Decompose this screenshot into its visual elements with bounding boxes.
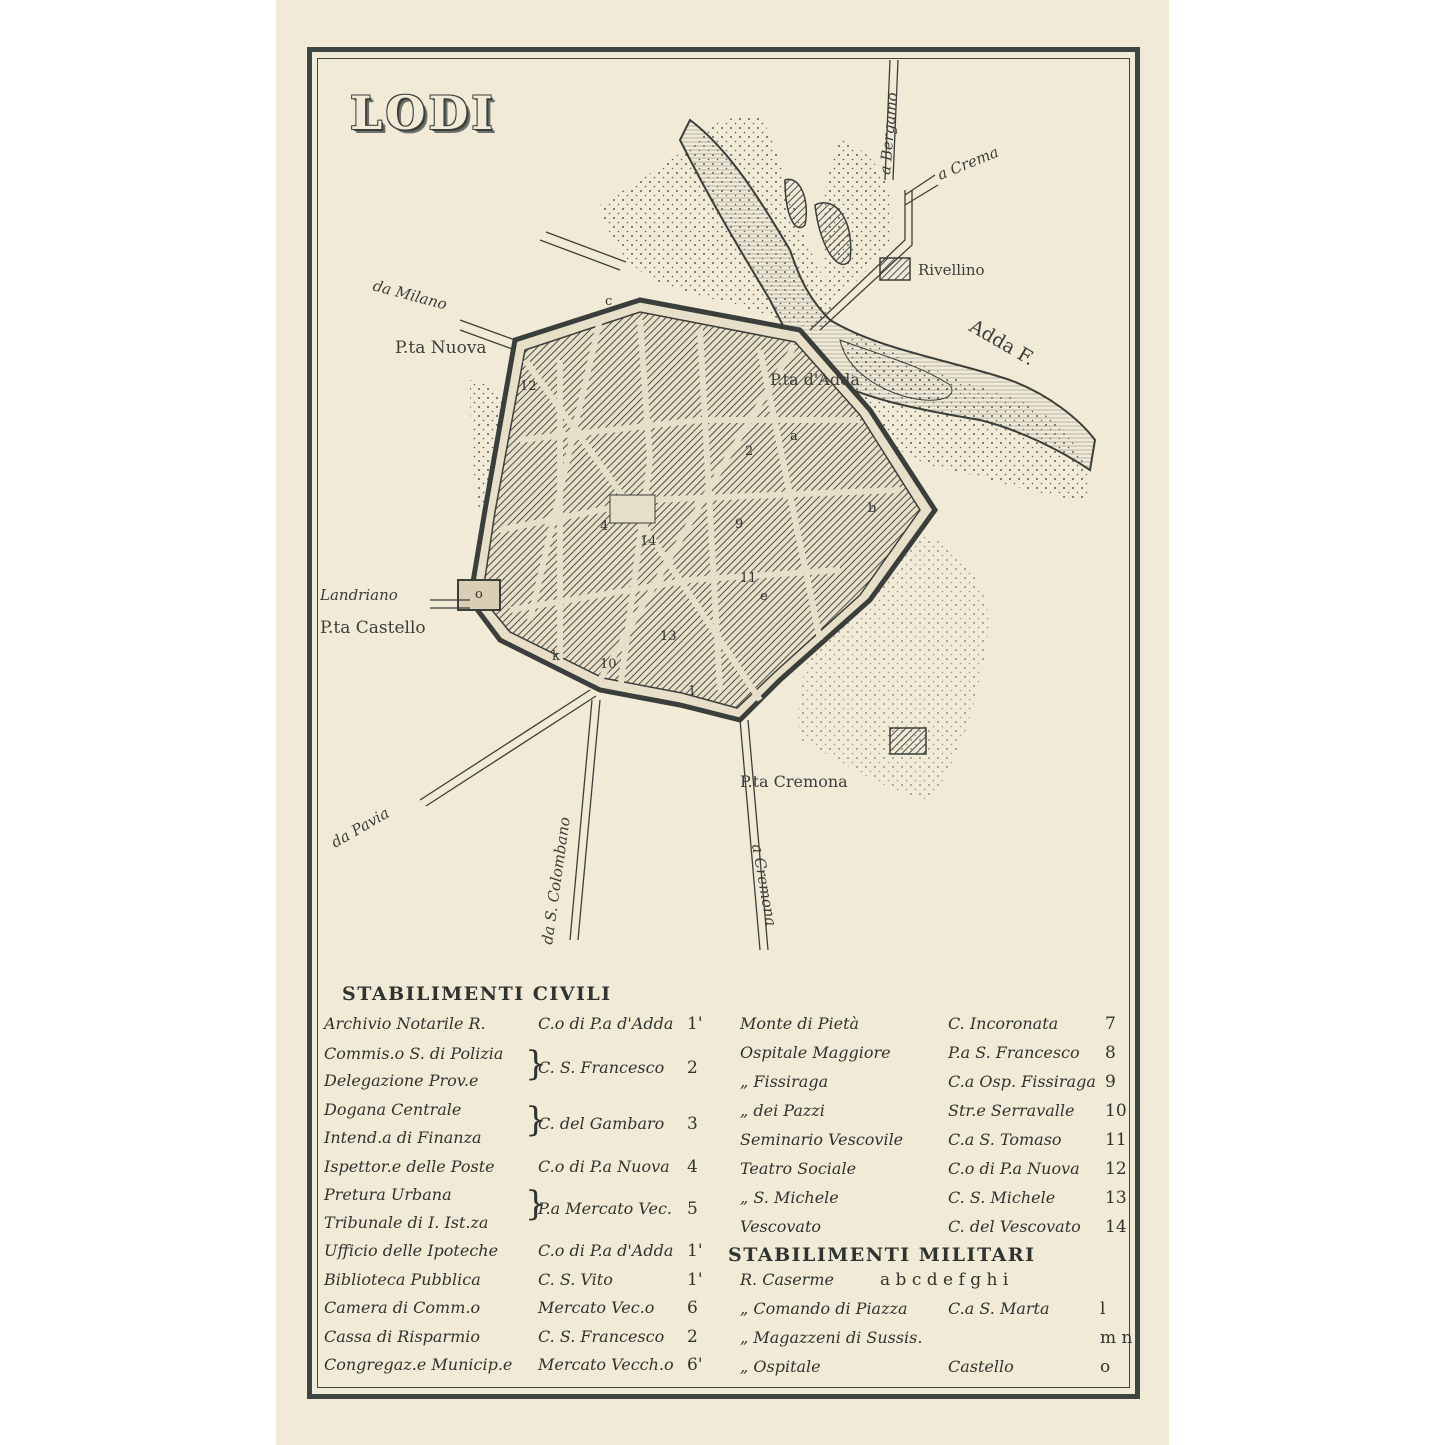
civili_right-number: 12: [1105, 1159, 1127, 1179]
civili-number: 6': [687, 1355, 703, 1375]
civili_right-number: 7: [1105, 1014, 1116, 1034]
civili-location: C.o di P.a d'Adda: [538, 1014, 674, 1033]
civili_right-number: 14: [1105, 1217, 1127, 1237]
militari-name: „ Magazzeni di Sussis.: [740, 1328, 923, 1347]
civili_right-number: 13: [1105, 1188, 1127, 1208]
civili-number: 2: [687, 1058, 698, 1078]
legend-civili-title: STABILIMENTI CIVILI: [342, 983, 612, 1005]
label-da-pavia: da Pavia: [328, 803, 393, 852]
brace-3: }: [525, 1100, 547, 1140]
label-pta-castello: P.ta Castello: [320, 618, 426, 638]
civili-location: Mercato Vecch.o: [538, 1355, 674, 1374]
civili-number: 1': [687, 1270, 703, 1290]
civili-name: Dogana Centrale: [324, 1100, 462, 1119]
svg-text:b: b: [868, 501, 877, 516]
civili_right-name: Ospitale Maggiore: [740, 1043, 891, 1062]
label-a-cremona: a Cremona: [748, 842, 781, 928]
civili-location: C. S. Vito: [538, 1270, 613, 1289]
civili_right-number: 11: [1105, 1130, 1127, 1150]
svg-text:o: o: [475, 587, 483, 602]
civili-location: C. S. Francesco: [538, 1327, 665, 1346]
svg-text:2: 2: [745, 444, 754, 459]
militari-location: C.a S. Marta: [948, 1299, 1050, 1318]
civili_right-name: „ Fissiraga: [740, 1072, 829, 1091]
civili_right-number: 8: [1105, 1043, 1116, 1063]
militari-location: Castello: [948, 1357, 1014, 1376]
civili-name: Tribunale di I. Ist.za: [324, 1213, 489, 1232]
militari-number: m n: [1100, 1328, 1133, 1348]
label-pta-nuova: P.ta Nuova: [395, 338, 487, 358]
civili-name: Camera di Comm.o: [324, 1298, 481, 1317]
label-adda-f: Adda F.: [965, 315, 1039, 371]
svg-text:13: 13: [660, 629, 677, 644]
label-a-bergamo: a Bergamo: [876, 91, 902, 176]
civili-location: P.a Mercato Vec.: [538, 1199, 672, 1218]
label-p-adda: P.ta d'Adda: [770, 370, 860, 389]
civili-name: Congregaz.e Municip.e: [324, 1355, 513, 1374]
label-landriano: Landriano: [320, 586, 398, 604]
label-rivellino: Rivellino: [918, 261, 985, 279]
civili_right-location: P.a S. Francesco: [948, 1043, 1080, 1062]
civili-location: C. del Gambaro: [538, 1114, 665, 1133]
civili-location: Mercato Vec.o: [538, 1298, 655, 1317]
svg-text:12: 12: [520, 379, 537, 394]
svg-text:k: k: [552, 649, 560, 664]
svg-text:11: 11: [740, 571, 757, 586]
civili_right-name: „ dei Pazzi: [740, 1101, 825, 1120]
brace-2: }: [525, 1044, 547, 1084]
civili-name: Pretura Urbana: [324, 1185, 452, 1204]
svg-text:10: 10: [600, 657, 617, 672]
civili_right-location: Str.e Serravalle: [948, 1101, 1075, 1120]
legend-militari-title: STABILIMENTI MILITARI: [728, 1244, 1036, 1266]
civili-name: Cassa di Risparmio: [324, 1327, 480, 1346]
civili-number: 5: [687, 1199, 698, 1219]
svg-text:14: 14: [640, 534, 657, 549]
central-piazza: [610, 495, 655, 523]
civili_right-location: C. del Vescovato: [948, 1217, 1081, 1236]
svg-text:1: 1: [688, 684, 697, 699]
militari-name: „ Comando di Piazza: [740, 1299, 908, 1318]
civili-number: 1': [687, 1014, 703, 1034]
civili_right-name: Vescovato: [740, 1217, 821, 1236]
militari-number: o: [1100, 1357, 1111, 1377]
label-da-s-colombano: da S. Colombano: [538, 815, 574, 946]
civili_right-number: 10: [1105, 1101, 1127, 1121]
civili-location: C.o di P.a d'Adda: [538, 1241, 674, 1260]
militari-number: a b c d e f g h i: [880, 1270, 1009, 1290]
civili_right-location: C. S. Michele: [948, 1188, 1056, 1207]
civili-name: Ispettor.e delle Poste: [324, 1157, 495, 1176]
civili-name: Commis.o S. di Polizia: [324, 1044, 504, 1063]
label-p-cremona: P.ta Cremona: [740, 772, 848, 791]
label-a-crema: a Crema: [934, 142, 1002, 184]
civili-name: Biblioteca Pubblica: [324, 1270, 481, 1289]
civili_right-location: C.o di P.a Nuova: [948, 1159, 1080, 1178]
svg-text:4: 4: [600, 519, 609, 534]
civili-name: Delegazione Prov.e: [324, 1071, 479, 1090]
civili-name: Intend.a di Finanza: [324, 1128, 482, 1147]
civili-number: 2: [687, 1327, 698, 1347]
civili_right-name: Monte di Pietà: [740, 1014, 860, 1033]
militari-name: „ Ospitale: [740, 1357, 821, 1376]
civili_right-number: 9: [1105, 1072, 1116, 1092]
civili-number: 6: [687, 1298, 698, 1318]
civili-number: 1': [687, 1241, 703, 1261]
svg-text:e: e: [760, 589, 768, 604]
civili_right-name: Teatro Sociale: [740, 1159, 857, 1178]
civili_right-location: C. Incoronata: [948, 1014, 1059, 1033]
civili-location: C. S. Francesco: [538, 1058, 665, 1077]
civili_right-name: Seminario Vescovile: [740, 1130, 904, 1149]
civili-name: Archivio Notarile R.: [324, 1014, 486, 1033]
svg-text:9: 9: [735, 517, 744, 532]
militari-name: R. Caserme: [740, 1270, 834, 1289]
civili_right-name: „ S. Michele: [740, 1188, 839, 1207]
civili-number: 3: [687, 1114, 698, 1134]
civili-number: 4: [687, 1157, 698, 1177]
svg-text:a: a: [790, 429, 798, 444]
civili_right-location: C.a S. Tomaso: [948, 1130, 1062, 1149]
civili-name: Ufficio delle Ipoteche: [324, 1241, 499, 1260]
brace-5: }: [525, 1184, 547, 1224]
svg-text:c: c: [605, 294, 613, 309]
militari-number: l: [1100, 1299, 1106, 1319]
label-da-milano: da Milano: [370, 276, 449, 314]
civili-location: C.o di P.a Nuova: [538, 1157, 670, 1176]
map-title: LODI: [350, 86, 496, 140]
civili_right-location: C.a Osp. Fissiraga: [948, 1072, 1096, 1091]
cremona-gate-building: [890, 728, 926, 754]
